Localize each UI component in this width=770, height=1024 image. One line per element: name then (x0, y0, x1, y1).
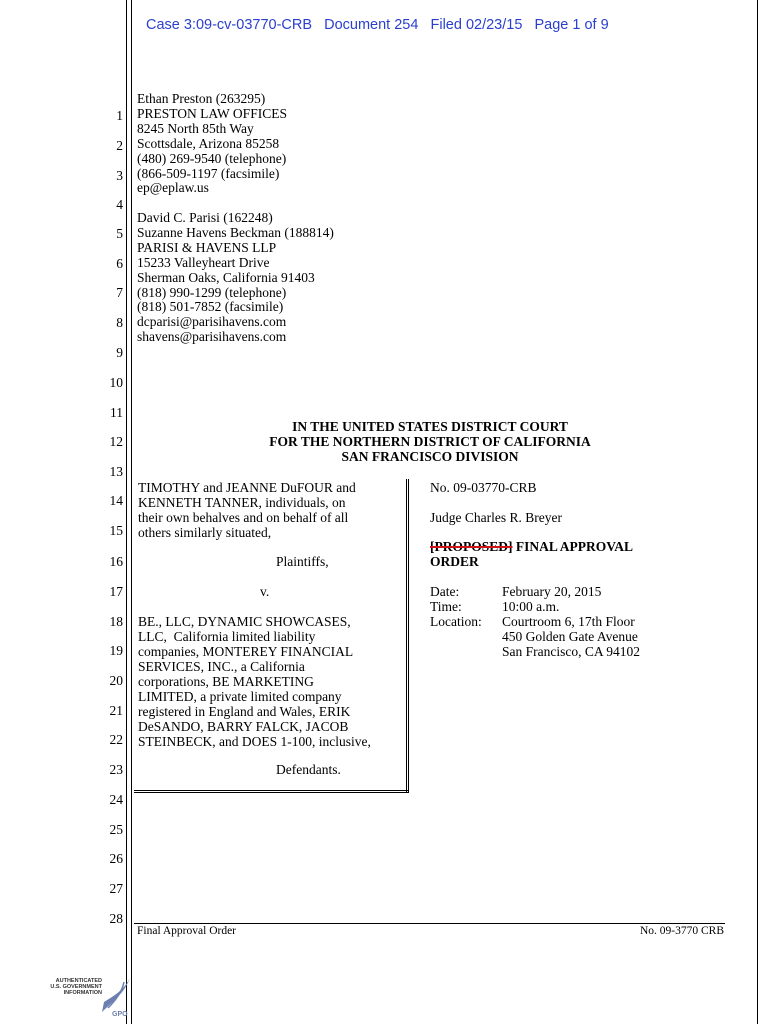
line-number-21: 21 (109, 703, 123, 718)
case-number: No. 09-03770-CRB (430, 480, 537, 495)
line-number-13: 13 (109, 464, 123, 479)
caption-rule-vertical-shadow (408, 479, 409, 793)
line-number-3: 3 (116, 168, 123, 183)
document-title-text: FINAL APPROVAL (512, 539, 634, 554)
line-number-17: 17 (109, 584, 123, 599)
line-number-14: 14 (109, 493, 123, 508)
line-number-5: 5 (116, 226, 123, 241)
court-title-line-3: SAN FRANCISCO DIVISION (341, 449, 519, 464)
line-number-18: 18 (109, 614, 123, 629)
line-number-26: 26 (109, 851, 123, 866)
caption-rule-bottom (134, 790, 409, 791)
versus-label: v. (260, 584, 270, 599)
caption-rule-bottom-shadow (134, 792, 409, 793)
line-number-10: 10 (109, 375, 123, 390)
footer-right: No. 09-3770 CRB (639, 925, 724, 937)
line-number-12: 12 (109, 434, 123, 449)
line-number-6: 6 (116, 256, 123, 271)
defendants-names: BE., LLC, DYNAMIC SHOWCASES, LLC, California limited liability companies, MONTEREY FINANCIAL SERVICES, INC., a California corporations, BE MARKETING LIMITED, a private limited company registered in England and Wales, ERIK DeSANDO, BARRY FALCK, JACOB STEINBECK, and DOES 1-100, inclusive, (138, 614, 371, 749)
line-number-9: 9 (116, 345, 123, 360)
line-number-11: 11 (110, 405, 123, 420)
line-number-25: 25 (109, 822, 123, 837)
line-number-24: 24 (109, 792, 123, 807)
line-number-22: 22 (109, 732, 123, 747)
court-title-line-2: FOR THE NORTHERN DISTRICT OF CALIFORNIA (269, 434, 591, 449)
line-number-1: 1 (116, 108, 123, 123)
line-number-28: 28 (109, 911, 123, 926)
gpo-stamp-text: AUTHENTICATED U.S. GOVERNMENT INFORMATION (50, 978, 102, 997)
line-number-23: 23 (109, 762, 123, 777)
court-title (230, 419, 630, 464)
line-number-15: 15 (109, 523, 123, 538)
hearing-values: February 20, 2015 10:00 a.m. Courtroom 6, 17th Floor 450 Golden Gate Avenue San Francisco, CA 94102 (502, 584, 640, 659)
plaintiffs-names: TIMOTHY and JEANNE DuFOUR and KENNETH TANNER, individuals, on their own behalves and on behalf of all others similarly situated, (138, 480, 356, 540)
proposed-strikethrough: [PROPOSED] (430, 539, 513, 554)
filing-header: Case 3:09-cv-03770-CRB Document 254 Filed 02/23/15 Page 1 of 9 (146, 17, 609, 33)
line-number-27: 27 (109, 881, 123, 896)
defendants-label: Defendants. (276, 762, 341, 777)
line-number-19: 19 (109, 643, 123, 658)
gpo-mark: GPO (112, 1011, 128, 1018)
document-title (430, 539, 633, 554)
margin-rule-outer (126, 0, 127, 1024)
line-number-8: 8 (116, 315, 123, 330)
caption-rule-vertical (406, 479, 407, 793)
margin-rule-right (757, 0, 758, 1024)
hearing-labels: Date: Time: Location: (430, 584, 482, 629)
plaintiffs-label: Plaintiffs, (276, 554, 329, 569)
margin-rule-inner (131, 0, 132, 1024)
counsel-block-parisi: David C. Parisi (162248) Suzanne Havens Beckman (188814) PARISI & HAVENS LLP 15233 Valleyheart Drive Sherman Oaks, California 91403 (818) 990-1299 (telephone) (818) 501-7852 (facsimile) dcparisi@parisihavens.com shavens@parisihavens.com (137, 210, 334, 345)
court-title-line-1: IN THE UNITED STATES DISTRICT COURT (292, 419, 568, 434)
line-number-20: 20 (109, 673, 123, 688)
line-number-2: 2 (116, 138, 123, 153)
document-title-line-2: ORDER (430, 554, 479, 569)
counsel-block-preston: Ethan Preston (263295) PRESTON LAW OFFICES 8245 North 85th Way Scottsdale, Arizona 85258 (480) 269-9540 (telephone) (866-509-1197 (facsimile) ep@eplaw.us (137, 91, 287, 196)
line-number-7: 7 (116, 285, 123, 300)
footer-left: Final Approval Order (137, 925, 237, 937)
footer-rule (134, 923, 725, 924)
gpo-authentication-stamp (30, 972, 130, 1020)
gpo-eagle-logo-icon (94, 972, 134, 1018)
judge-name: Judge Charles R. Breyer (430, 510, 562, 525)
line-number-4: 4 (116, 197, 123, 212)
line-number-16: 16 (109, 554, 123, 569)
